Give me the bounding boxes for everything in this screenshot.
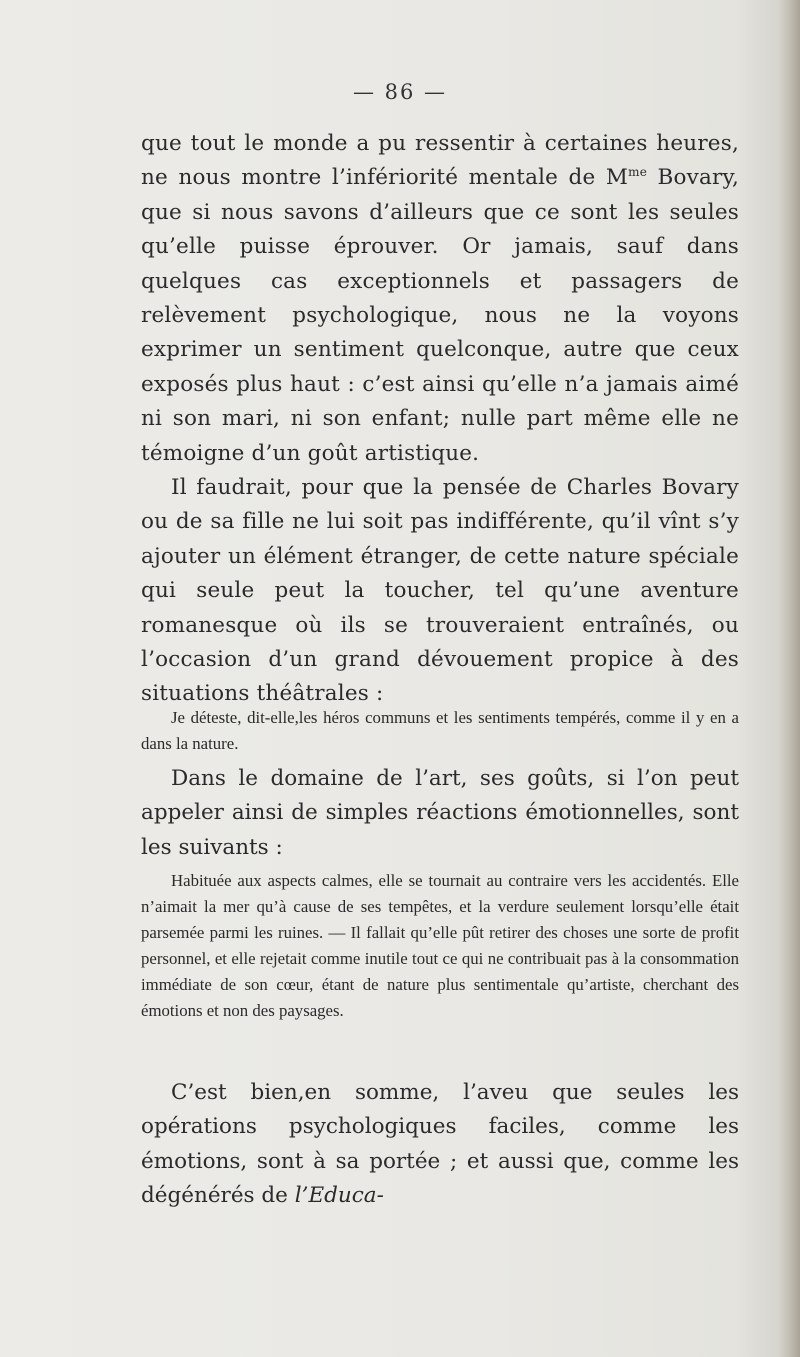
paragraph-1-text: que tout le monde a pu ressentir à certaines heures, ne nous montre l’infériorité mentale de M	[141, 131, 739, 191]
paragraph-4-italic: l’Educa-	[294, 1183, 384, 1209]
paragraph-1	[141, 127, 739, 471]
page-edge-shadow	[778, 0, 800, 1357]
page-number: — 86 —	[352, 80, 448, 104]
paragraph-4	[141, 1076, 739, 1214]
paragraph-1-text-after: Bovary, que si nous savons d’ailleurs que ce sont les seules qu’elle puisse éprouver. Or jamais, sauf dans quelques cas exceptionnels et passagers de relèvement psychologique, nous ne la voyons exprimer un sentiment quelconque, autre que ceux exposés plus haut : c’est ainsi qu’elle n’a jamais aimé ni son mari, ni son enfant; nulle part même elle ne témoigne d’un goût artistique.	[141, 165, 739, 466]
superscript-me: me	[628, 165, 648, 180]
paragraph-3: Dans le domaine de l’art, ses goûts, si l’on peut appeler ainsi de simples réactions émotionnelles, sont les suivants :	[141, 766, 739, 860]
paragraph-2: Il faudrait, pour que la pensée de Charles Bovary ou de sa fille ne lui soit pas indifférente, qu’il vînt s’y ajouter un élément étranger, de cette nature spéciale qui seule peut la toucher, tel qu’une aventure romanesque où ils se trouveraient entraînés, ou l’occasion d’un grand dévouement propice à des situations théâtrales :	[141, 475, 739, 707]
quote-2: Habituée aux aspects calmes, elle se tournait au contraire vers les accidentés. Elle n’aimait la mer qu’à cause de ses tempêtes, et la verdure seulement lorsqu’elle était parsemée parmi les ruines. — Il fallait qu’elle pût retirer des choses une sorte de profit personnel, et elle rejetait comme inutile tout ce qui ne contribuait pas à la consommation immédiate de son cœur, étant de nature plus sentimentale qu’artiste, cherchant des émotions et non des paysages.	[141, 871, 739, 1020]
quote-1: Je déteste, dit-elle,les héros communs et les sentiments tempérés, comme il y en a dans la nature.	[141, 708, 739, 753]
paragraph-4-text: C’est bien,en somme, l’aveu que seules les opérations psychologiques faciles, comme les émotions, sont à sa portée ; et aussi que, comme les dégénérés de	[141, 1080, 739, 1209]
